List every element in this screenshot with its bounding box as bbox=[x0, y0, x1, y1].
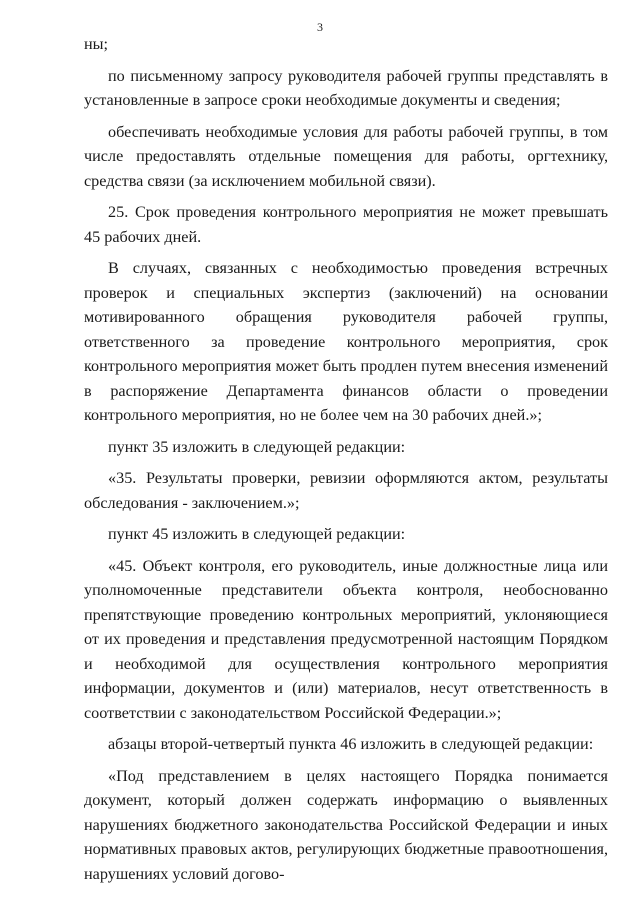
paragraph-item-45-intro: пункт 45 изложить в следующей редакции: bbox=[108, 525, 406, 543]
paragraph-item-35-text: «35. Результаты проверки, ревизии оформляются актом, результаты обследования - заключением.»; bbox=[84, 469, 608, 512]
paragraph-written-request: по письменному запросу руководителя рабочей группы представлять в установленные в запросе сроки необходимые документы и сведения; bbox=[84, 66, 608, 109]
paragraph-item-46-text: «Под представлением в целях настоящего Порядка понимается документ, который должен содержать информацию о выявленных нарушениях бюджетного законодательства Российской Федерации и иных нормативных правовых актов, регулирующих бюджетные правоотношения, нарушениях условий догово- bbox=[84, 766, 608, 883]
paragraph-work-conditions: обеспечивать необходимые условия для работы рабочей группы, в том числе предоставлять отдельные помещения для работы, оргтехнику, средства связи (за исключением мобильной связи). bbox=[84, 122, 608, 190]
paragraph-item-25: 25. Срок проведения контрольного мероприятия не может превышать 45 рабочих дней. bbox=[84, 203, 608, 246]
document-body bbox=[84, 32, 608, 893]
paragraph-extension-cases: В случаях, связанных с необходимостью проведения встречных проверок и специальных экспертиз (заключений) на основании мотивированного обращения руководителя рабочей группы, ответственного за проведение контрольного мероприятия, срок контрольного мероприятия может быть продлен путем внесения изменений в распоряжение Департамента финансов области о проведении контрольного мероприятия, но не более чем на 30 рабочих дней.»; bbox=[84, 259, 608, 424]
paragraph-item-35-intro: пункт 35 изложить в следующей редакции: bbox=[108, 437, 406, 456]
paragraph-item-45-text: «45. Объект контроля, его руководитель, иные должностные лица или уполномоченные представители объекта контроля, необоснованно препятствующие проведению контрольных мероприятий, уклоняющиеся от их проведения и представления предусмотренной настоящим Порядком и необходимой для осуществления контрольного мероприятия информации, документов и (или) материалов, несут ответственность в соответствии с законодательством Российской Федерации.»; bbox=[84, 556, 608, 722]
page-number: 3 bbox=[317, 20, 323, 34]
paragraph-continuation: ны; bbox=[84, 35, 109, 53]
paragraph-item-46-intro: абзацы второй-четвертый пункта 46 изложить в следующей редакции: bbox=[108, 735, 594, 753]
